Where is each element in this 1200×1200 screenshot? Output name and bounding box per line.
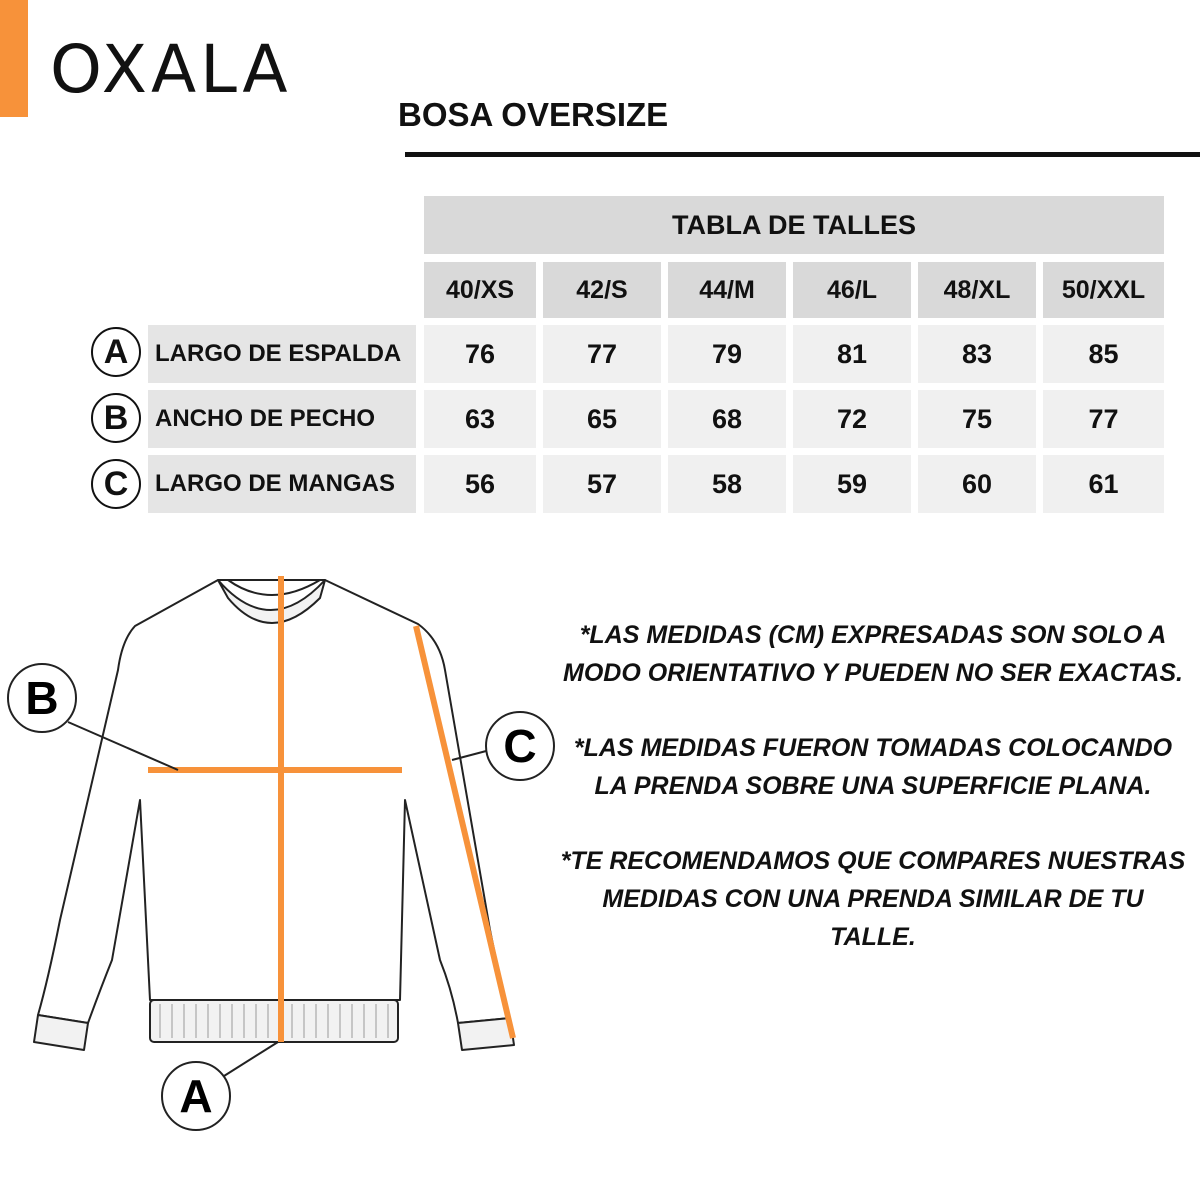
table-cell: 85 xyxy=(1043,325,1164,383)
diagram-marker-a-label: A xyxy=(179,1070,213,1122)
size-header-44-m: 44/M xyxy=(668,262,786,318)
table-cell: 57 xyxy=(543,455,661,513)
diagram-marker-b-label: B xyxy=(25,672,59,724)
row-label-largo-de-espalda: LARGO DE ESPALDA xyxy=(148,325,416,383)
table-cell: 79 xyxy=(668,325,786,383)
title-divider xyxy=(405,152,1200,157)
brand-accent-bar xyxy=(0,0,28,117)
table-cell: 81 xyxy=(793,325,911,383)
table-cell: 68 xyxy=(668,390,786,448)
row-label-ancho-de-pecho: ANCHO DE PECHO xyxy=(148,390,416,448)
table-cell: 56 xyxy=(424,455,536,513)
row-marker-c: C xyxy=(91,459,141,509)
table-cell: 72 xyxy=(793,390,911,448)
size-header-42-s: 42/S xyxy=(543,262,661,318)
sweater-measurement-diagram xyxy=(0,560,560,1160)
measurement-notes xyxy=(560,616,1186,993)
sweater-outline xyxy=(34,580,514,1050)
table-cell: 58 xyxy=(668,455,786,513)
row-marker-a: A xyxy=(91,327,141,377)
table-cell: 59 xyxy=(793,455,911,513)
table-cell: 65 xyxy=(543,390,661,448)
note-compare-garment: *TE RECOMENDAMOS QUE COMPARES NUESTRAS MEDIDAS CON UNA PRENDA SIMILAR DE TU TALLE. xyxy=(560,847,1186,951)
size-header-50-xxl: 50/XXL xyxy=(1043,262,1164,318)
size-table-title: TABLA DE TALLES xyxy=(424,196,1164,254)
size-header-46-l: 46/L xyxy=(793,262,911,318)
table-cell: 63 xyxy=(424,390,536,448)
diagram-marker-c-label: C xyxy=(503,720,537,772)
note-flat-surface: *LAS MEDIDAS FUERON TOMADAS COLOCANDO LA PRENDA SOBRE UNA SUPERFICIE PLANA. xyxy=(573,734,1173,800)
table-cell: 77 xyxy=(543,325,661,383)
table-cell: 76 xyxy=(424,325,536,383)
table-cell: 77 xyxy=(1043,390,1164,448)
size-header-40-xs: 40/XS xyxy=(424,262,536,318)
note-orientative: *LAS MEDIDAS (CM) EXPRESADAS SON SOLO A MODO ORIENTATIVO Y PUEDEN NO SER EXACTAS. xyxy=(563,621,1183,687)
size-header-48-xl: 48/XL xyxy=(918,262,1036,318)
product-title: BOSA OVERSIZE xyxy=(398,96,669,133)
table-cell: 83 xyxy=(918,325,1036,383)
table-cell: 75 xyxy=(918,390,1036,448)
row-label-largo-de-mangas: LARGO DE MANGAS xyxy=(148,455,416,513)
brand-logo: OXALA xyxy=(50,31,292,108)
row-marker-b: B xyxy=(91,393,141,443)
table-cell: 61 xyxy=(1043,455,1164,513)
table-cell: 60 xyxy=(918,455,1036,513)
